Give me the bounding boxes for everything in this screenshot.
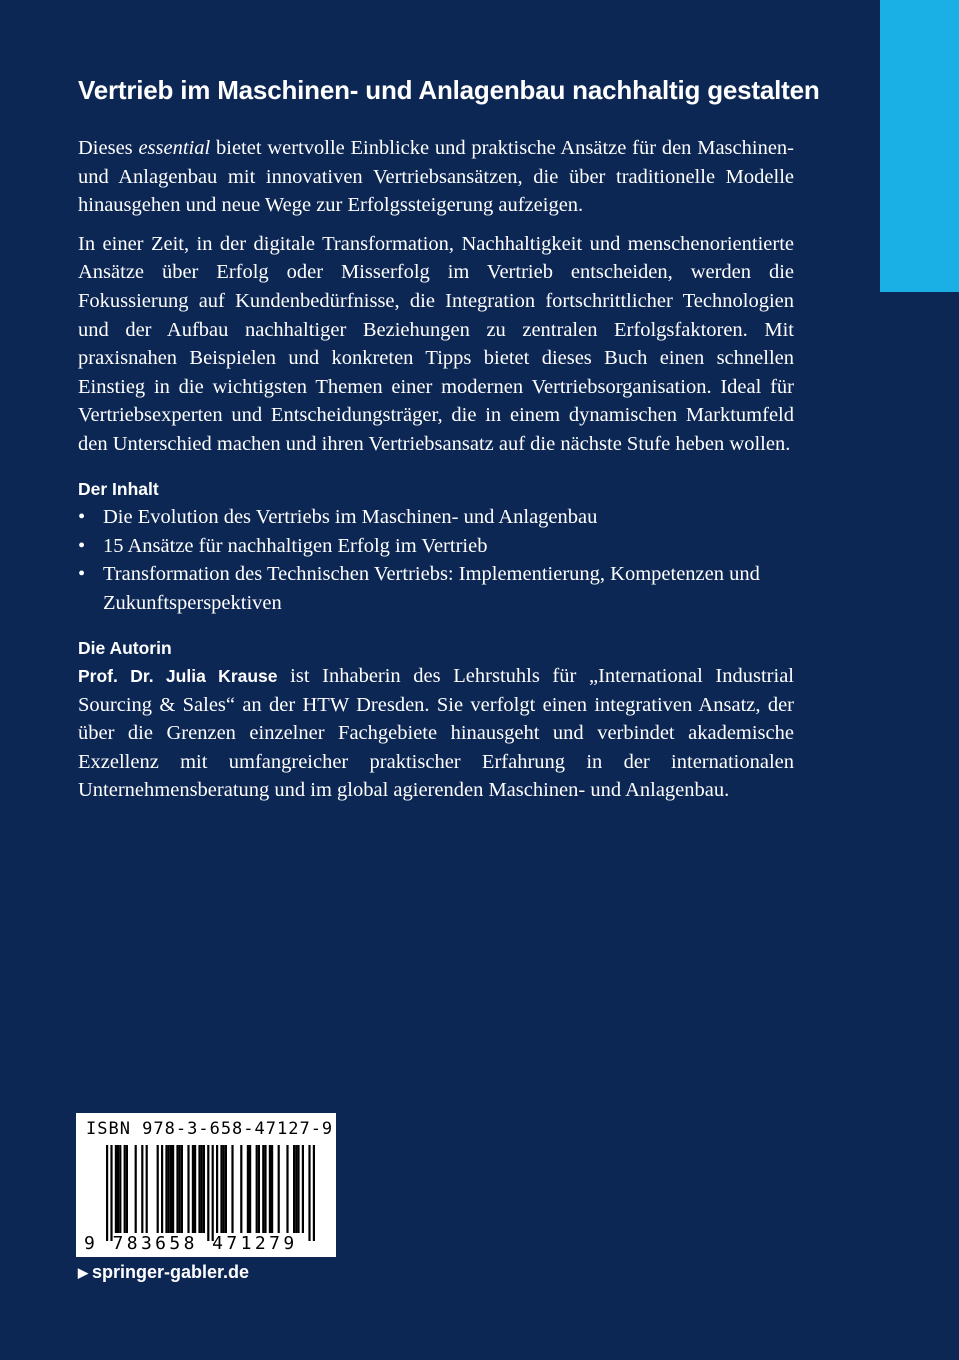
barcode-bar: [286, 1145, 288, 1233]
barcode-bar: [106, 1145, 108, 1241]
barcode-bar: [126, 1145, 128, 1233]
barcode-bar: [302, 1145, 304, 1233]
body-paragraph: In einer Zeit, in der digitale Transformation, Nachhaltigkeit und menschenorientierte Ansätze über Erfolg oder Misserfolg im Vertrieb entscheiden, werden die Fokussierung auf Kundenbedürfnisse, die Integration fortschrittlicher Technologien und der Aufbau nachhaltiger Beziehungen zu zentralen Erfolgsfaktoren. Mit praxisnahen Beispielen und konkreten Tipps bietet dieses Buch einen schnellen Einstieg in die wichtigsten Themen einer modernen Vertriebsorganisation. Ideal für Vertriebsexperten und Entscheidungsträger, die in einem dynamischen Marktumfeld den Unterschied machen und ihren Vertriebsansatz auf die nächste Stufe heben wollen.: [78, 232, 794, 455]
barcode-bar: [187, 1145, 189, 1233]
author-heading: Die Autorin: [78, 637, 172, 658]
bullet-icon: •: [78, 563, 86, 586]
list-item: [78, 560, 794, 617]
barcode-bar: [264, 1145, 266, 1233]
play-arrow-icon: ▶: [78, 1264, 88, 1280]
isbn-barcode: [76, 1113, 336, 1257]
barcode-bar: [220, 1145, 222, 1233]
bullet-icon: •: [78, 534, 86, 557]
barcode-bar: [201, 1145, 203, 1233]
headline: Vertrieb im Maschinen- und Anlagenbau nachhaltig gestalten: [78, 75, 820, 105]
author-bio: [78, 662, 794, 805]
barcode-bar: [124, 1145, 126, 1233]
barcode-bar: [271, 1145, 273, 1233]
website-text: springer-gabler.de: [92, 1262, 250, 1282]
barcode-bar: [278, 1145, 280, 1233]
publisher-link[interactable]: [78, 1262, 249, 1283]
barcode-bar: [117, 1145, 119, 1233]
barcode-bar: [223, 1145, 225, 1233]
author-name: Prof. Dr. Julia Krause: [78, 666, 278, 687]
barcode-bar: [295, 1145, 297, 1233]
list-item: [78, 532, 794, 561]
list-item-text: 15 Ansätze für nachhaltigen Erfolg im Vertrieb: [103, 534, 488, 557]
barcode-bar: [192, 1145, 194, 1233]
barcode-bar: [194, 1145, 196, 1233]
barcode-bar: [258, 1145, 260, 1233]
barcode-bar: [170, 1145, 172, 1233]
barcode-bar: [181, 1145, 183, 1233]
barcode-bar: [207, 1145, 209, 1241]
barcode-bar: [146, 1145, 148, 1233]
isbn-label: ISBN 978-3-658-47127-9: [86, 1119, 334, 1139]
barcode-bar: [297, 1145, 299, 1233]
barcode-bar: [161, 1145, 163, 1233]
back-cover-content: [78, 72, 820, 805]
barcode-bar: [115, 1145, 117, 1233]
barcode-bar: [165, 1145, 167, 1233]
barcode-bar: [216, 1145, 218, 1233]
barcode-bar: [168, 1145, 170, 1233]
contents-list: [78, 503, 794, 617]
list-item: [78, 503, 794, 532]
list-item-text: Die Evolution des Vertriebs im Maschinen- und Anlagenbau: [103, 506, 598, 529]
barcode-bar: [176, 1145, 178, 1233]
barcode-bar: [256, 1145, 258, 1233]
barcode-bar: [212, 1145, 214, 1241]
barcode-bar: [240, 1145, 242, 1233]
intro-paragraph: [78, 134, 794, 220]
barcode-bar: [198, 1145, 200, 1233]
barcode-bar: [225, 1145, 227, 1233]
barcode-bar: [262, 1145, 264, 1233]
intro-italic: essential: [138, 137, 211, 159]
barcode-bar: [110, 1145, 112, 1241]
barcode-bar: [293, 1145, 295, 1233]
list-item-text: Transformation des Technischen Vertriebs: Implementierung, Kompetenzen und Zukunftsperspektiven: [103, 563, 760, 614]
accent-tab: [880, 0, 959, 292]
barcode-bar: [249, 1145, 251, 1233]
bullet-icon: •: [78, 506, 86, 529]
barcode-bar: [247, 1145, 249, 1233]
barcode-bar: [203, 1145, 205, 1233]
barcode-bar: [308, 1145, 310, 1241]
barcode-bar: [135, 1145, 137, 1233]
author-bio-text: ist Inhaberin des Lehrstuhls für „International Industrial Sourcing & Sales“ an der HTW Dresden. Sie verfolgt einen integrativen Ansatz, der über die Grenzen einzelner Fachgebiete hinausgeht und verbindet akademische Exzellenz mit umfangreicher praktischer Erfahrung in der internationalen Unternehmensberatung und im global agierenden Maschinen- und Anlagenbau.: [78, 665, 794, 802]
intro-before: Dieses: [78, 137, 139, 159]
barcode-bar: [313, 1145, 315, 1241]
intro-after: bietet wertvolle Einblicke und praktische Ansätze für den Maschinen- und Anlagenbau mit innovativen Vertriebsansätzen, die über traditionelle Modelle hinausgehen und neue Wege zur Erfolgssteigerung aufzeigen.: [78, 137, 795, 217]
barcode-bar: [231, 1145, 233, 1233]
barcode-bar: [119, 1145, 121, 1233]
barcode-bar: [141, 1145, 143, 1233]
barcode-bar: [172, 1145, 174, 1233]
ean-digits: 9 783658 471279: [84, 1233, 298, 1254]
barcode-bar: [269, 1145, 271, 1233]
contents-heading: Der Inhalt: [78, 478, 159, 499]
barcode-bar: [179, 1145, 181, 1233]
barcode-bar: [157, 1145, 159, 1233]
